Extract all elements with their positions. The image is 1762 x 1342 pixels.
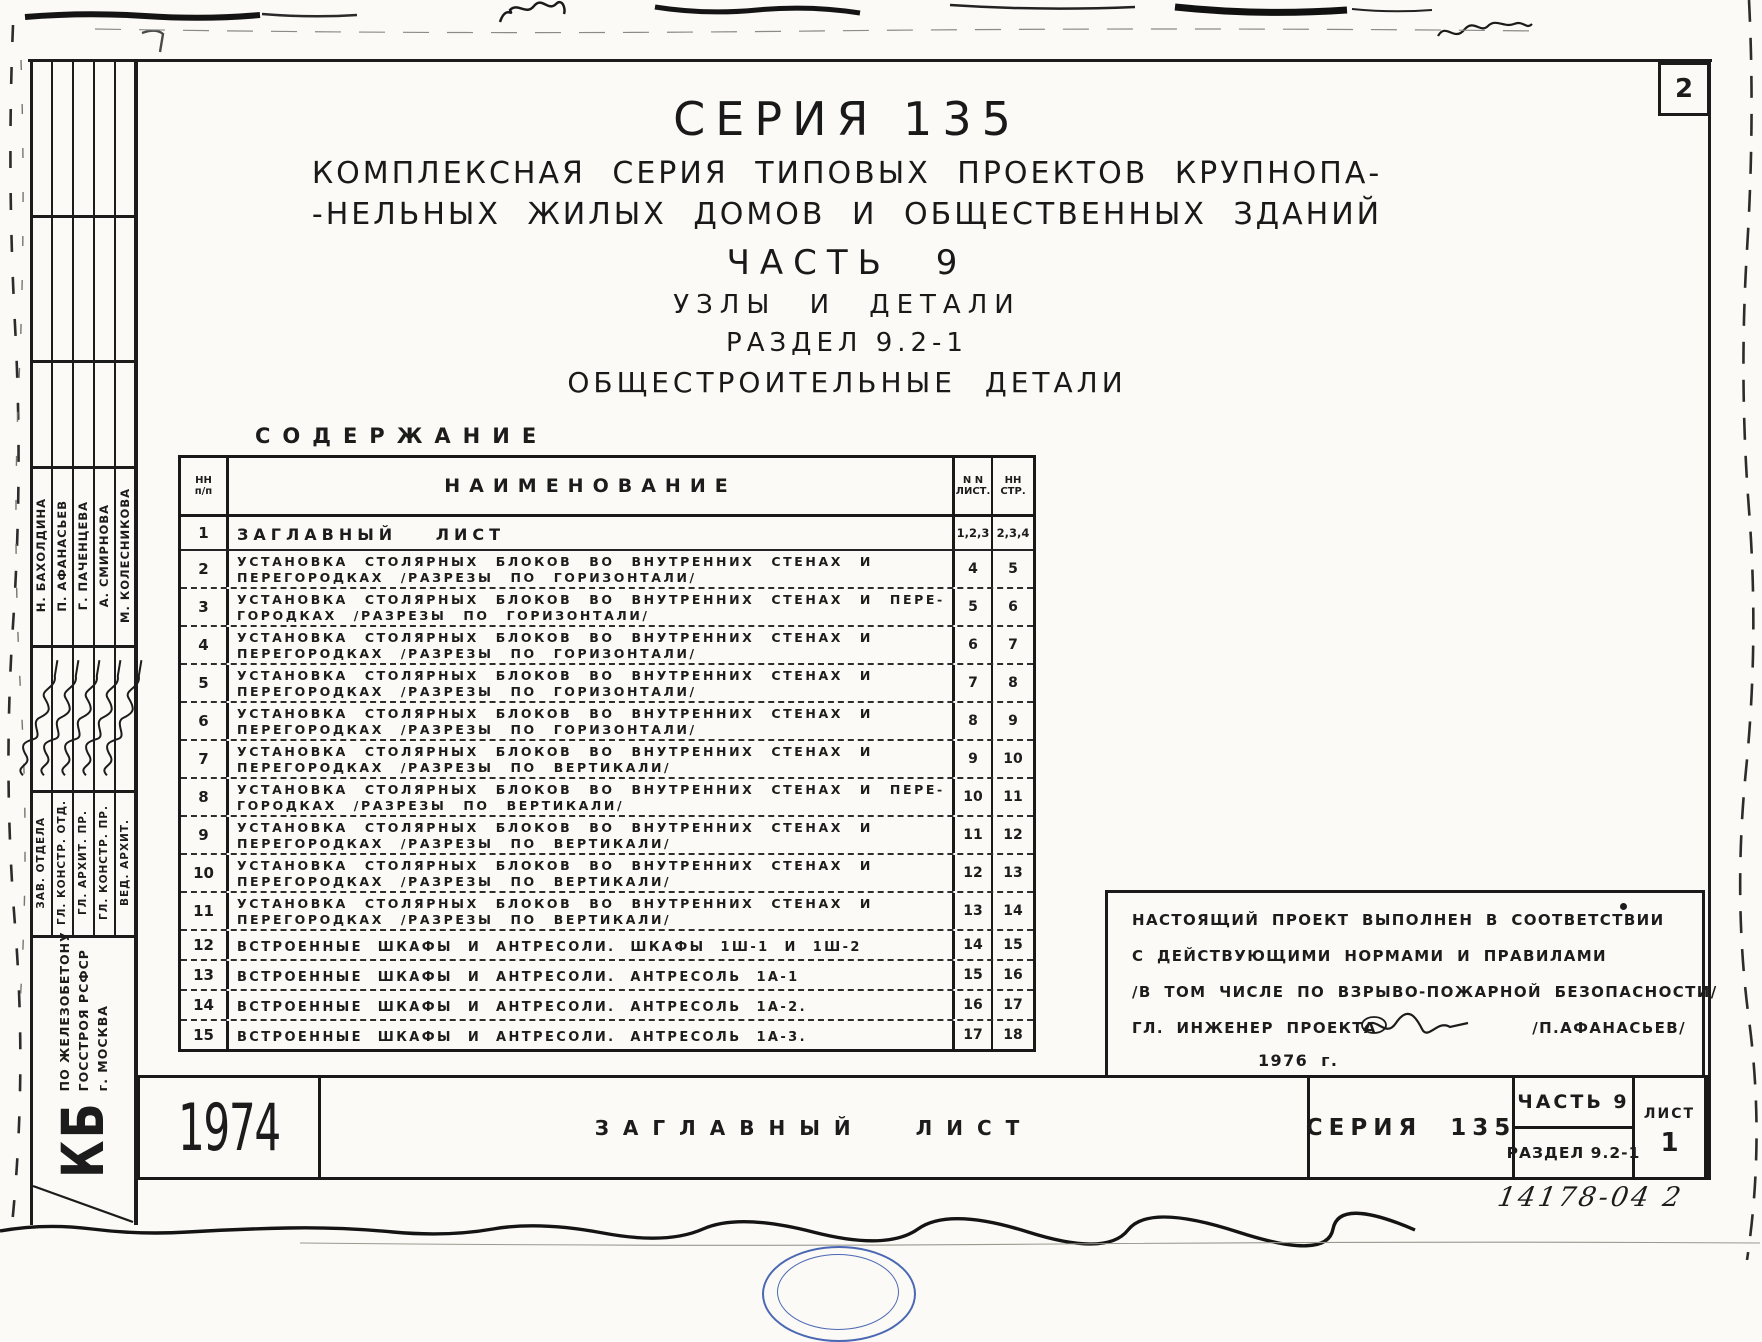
- row-page-numbers: 8: [1008, 675, 1018, 691]
- row-title-line1: УСТАНОВКА СТОЛЯРНЫХ БЛОКОВ ВО ВНУТРЕННИХ СТЕНАХ И: [237, 668, 873, 683]
- row-page-numbers: 7: [1008, 637, 1018, 653]
- row-number: 4: [181, 627, 229, 663]
- row-title-line2: ГОРОДКАХ /РАЗРЕЗЫ ПО ВЕРТИКАЛИ/: [237, 798, 625, 813]
- row-page-numbers: 10: [1003, 751, 1023, 767]
- sidebar-person-role: [94, 792, 114, 933]
- row-sheet-numbers: 13: [952, 893, 993, 929]
- row-title-line2: ГОРОДКАХ /РАЗРЕЗЫ ПО ГОРИЗОНТАЛИ/: [237, 608, 650, 623]
- section-title: РАЗДЕЛ 9.2-1: [726, 328, 968, 358]
- contents-row: [181, 891, 1033, 929]
- sidebar-person-role: [115, 792, 135, 933]
- row-title-line1: УСТАНОВКА СТОЛЯРНЫХ БЛОКОВ ВО ВНУТРЕННИХ СТЕНАХ И: [237, 896, 873, 911]
- row-title-line2: ПЕРЕГОРОДКАХ /РАЗРЕЗЫ ПО ВЕРТИКАЛИ/: [237, 836, 672, 851]
- column-header-sheet: N N ЛИСТ.: [952, 458, 993, 514]
- person-name-text: Г. ПАЧЕНЦЕВА: [76, 500, 90, 611]
- sidebar-person-name: [115, 468, 135, 643]
- frame-right-line: [1708, 59, 1711, 1180]
- person-name-text: А. СМИРНОВА: [97, 503, 111, 608]
- row-sheet-numbers: 6: [952, 627, 993, 663]
- row-sheet-numbers: 14: [952, 931, 993, 959]
- title-block-year-cell: [140, 1078, 321, 1177]
- contents-row: [181, 514, 1033, 549]
- contents-heading: СОДЕРЖАНИЕ: [255, 424, 549, 448]
- row-title-line1: УСТАНОВКА СТОЛЯРНЫХ БЛОКОВ ВО ВНУТРЕННИХ СТЕНАХ И: [237, 744, 873, 759]
- row-sheet-numbers: 15: [952, 961, 993, 989]
- person-role-text: ЗАВ. ОТДЕЛА: [35, 816, 47, 909]
- contents-row: [181, 853, 1033, 891]
- title-block-sheet-title: ЗАГЛАВНЫЙ ЛИСТ: [321, 1078, 1310, 1177]
- row-title: [229, 517, 952, 549]
- row-title-line1: ВСТРОЕННЫЕ ШКАФЫ И АНТРЕСОЛИ. ШКАФЫ 1Ш-1 И 1Ш-2: [237, 940, 862, 955]
- series-subtitle-line2: -НЕЛЬНЫХ ЖИЛЫХ ДОМОВ И ОБЩЕСТВЕННЫХ ЗДАНИЙ: [311, 197, 1383, 232]
- row-number: 3: [181, 589, 229, 625]
- section-subtitle: ОБЩЕСТРОИТЕЛЬНЫЕ ДЕТАЛИ: [567, 366, 1127, 399]
- row-page-numbers: 12: [1003, 827, 1023, 843]
- note-signature-label: ГЛ. ИНЖЕНЕР ПРОЕКТА: [1132, 1019, 1377, 1037]
- row-sheet-numbers: 17: [952, 1021, 993, 1049]
- row-title-line1: УСТАНОВКА СТОЛЯРНЫХ БЛОКОВ ВО ВНУТРЕННИХ СТЕНАХ И: [237, 706, 873, 721]
- series-title: СЕРИЯ 135: [673, 92, 1021, 146]
- part-subtitle: УЗЛЫ И ДЕТАЛИ: [673, 290, 1021, 320]
- sidebar-person-role: [73, 792, 93, 933]
- row-number: 6: [181, 703, 229, 739]
- row-sheet-numbers: 9: [952, 741, 993, 777]
- row-title-line1: ВСТРОЕННЫЕ ШКАФЫ И АНТРЕСОЛИ. АНТРЕСОЛЬ 1А-1: [237, 970, 800, 985]
- note-signature-name: /П.АФАНАСЬЕВ/: [1532, 1019, 1686, 1037]
- row-title-line2: ПЕРЕГОРОДКАХ /РАЗРЕЗЫ ПО ГОРИЗОНТАЛИ/: [237, 570, 697, 585]
- person-role-text: ГЛ. АРХИТ. ПР.: [77, 809, 89, 916]
- row-title-line1: УСТАНОВКА СТОЛЯРНЫХ БЛОКОВ ВО ВНУТРЕННИХ СТЕНАХ И: [237, 554, 873, 569]
- row-number: 5: [181, 665, 229, 701]
- contents-row: [181, 701, 1033, 739]
- compliance-note-box: [1105, 890, 1718, 1086]
- row-page-numbers: 13: [1003, 865, 1023, 881]
- person-role-text: ГЛ. КОНСТР. ПР.: [98, 804, 110, 921]
- corner-sheet-number-box: [1658, 62, 1710, 116]
- sheet-label: ЛИСТ: [1643, 1105, 1696, 1122]
- row-sheet-numbers: 8: [952, 703, 993, 739]
- row-page-numbers: 9: [1008, 713, 1018, 729]
- contents-row: [181, 663, 1033, 701]
- note-line2: С ДЕЙСТВУЮЩИМИ НОРМАМИ И ПРАВИЛАМИ: [1132, 947, 1607, 965]
- row-page-numbers: 16: [1003, 967, 1023, 983]
- sidebar-divider: [30, 360, 137, 363]
- row-number: 1: [181, 517, 229, 549]
- row-page-numbers: 18: [1003, 1027, 1023, 1043]
- row-title-line1: УСТАНОВКА СТОЛЯРНЫХ БЛОКОВ ВО ВНУТРЕННИХ СТЕНАХ И: [237, 630, 873, 645]
- row-page-numbers: 2,3,4: [996, 526, 1030, 540]
- row-title: [229, 991, 952, 1019]
- organization-block: [33, 931, 133, 1178]
- contents-row: [181, 815, 1033, 853]
- contents-row: [181, 929, 1033, 959]
- row-title-line2: ПЕРЕГОРОДКАХ /РАЗРЕЗЫ ПО ГОРИЗОНТАЛИ/: [237, 684, 697, 699]
- row-number: 9: [181, 817, 229, 853]
- row-title-line1: УСТАНОВКА СТОЛЯРНЫХ БЛОКОВ ВО ВНУТРЕННИХ СТЕНАХ И ПЕРЕ-: [237, 782, 945, 797]
- column-header-name: НАИМЕНОВАНИЕ: [444, 475, 737, 497]
- row-page-numbers: 11: [1003, 789, 1023, 805]
- row-title: [229, 855, 952, 891]
- row-title-line2: ПЕРЕГОРОДКАХ /РАЗРЕЗЫ ПО ГОРИЗОНТАЛИ/: [237, 722, 697, 737]
- row-title-line1: УСТАНОВКА СТОЛЯРНЫХ БЛОКОВ ВО ВНУТРЕННИХ СТЕНАХ И: [237, 858, 873, 873]
- row-title-line2: ПЕРЕГОРОДКАХ /РАЗРЕЗЫ ПО ВЕРТИКАЛИ/: [237, 912, 672, 927]
- row-title: [229, 741, 952, 777]
- row-title: [229, 703, 952, 739]
- row-sheet-numbers: 5: [952, 589, 993, 625]
- contents-row: [181, 1019, 1033, 1049]
- contents-row: [181, 549, 1033, 587]
- row-title: [229, 961, 952, 989]
- person-name-text: П. АФАНАСЬЕВ: [55, 499, 69, 612]
- row-title-line2: ПЕРЕГОРОДКАХ /РАЗРЕЗЫ ПО ГОРИЗОНТАЛИ/: [237, 646, 697, 661]
- row-title-line1: ВСТРОЕННЫЕ ШКАФЫ И АНТРЕСОЛИ. АНТРЕСОЛЬ 1А-2.: [237, 1000, 807, 1015]
- sidebar-signature: [115, 647, 135, 787]
- title-block-series: СЕРИЯ 135: [1310, 1078, 1515, 1177]
- row-title: [229, 551, 952, 587]
- organization-line: ПО ЖЕЛЕЗОБЕТОНУ: [56, 931, 72, 1092]
- row-title: [229, 1021, 952, 1049]
- row-number: 2: [181, 551, 229, 587]
- sidebar-person-role: [31, 792, 51, 933]
- ink-dot: [1620, 903, 1627, 910]
- organization-abbr: КБ: [49, 1101, 117, 1178]
- part-title: ЧАСТЬ 9: [726, 243, 968, 283]
- row-page-numbers: 5: [1008, 561, 1018, 577]
- sheet-number: 1: [1660, 1127, 1679, 1158]
- row-title-line2: ПЕРЕГОРОДКАХ /РАЗРЕЗЫ ПО ВЕРТИКАЛИ/: [237, 874, 672, 889]
- sidebar-divider: [30, 215, 137, 218]
- contents-row: [181, 625, 1033, 663]
- title-block: [137, 1075, 1710, 1180]
- handwritten-doc-number: 14178-04 2: [1495, 1182, 1686, 1213]
- row-page-numbers: 15: [1003, 937, 1023, 953]
- title-block-sheet-cell: [1635, 1078, 1707, 1177]
- person-role-text: ВЕД. АРХИТ.: [119, 818, 131, 907]
- note-line1: НАСТОЯЩИЙ ПРОЕКТ ВЫПОЛНЕН В СООТВЕТСТВИИ: [1132, 911, 1665, 929]
- row-sheet-numbers: 16: [952, 991, 993, 1019]
- row-title: [229, 931, 952, 959]
- contents-row: [181, 959, 1033, 989]
- row-sheet-numbers: 1,2,3: [952, 517, 993, 549]
- organization-line: г. МОСКВА: [94, 1005, 110, 1092]
- title-block-year: 1974: [178, 1089, 280, 1166]
- contents-table: [178, 455, 1036, 1052]
- row-title: [229, 817, 952, 853]
- row-number: 8: [181, 779, 229, 815]
- row-number: 12: [181, 931, 229, 959]
- row-title: [229, 893, 952, 929]
- row-number: 13: [181, 961, 229, 989]
- row-number: 10: [181, 855, 229, 891]
- contents-row: [181, 777, 1033, 815]
- organization-line: ГОССТРОЯ РСФСР: [75, 949, 91, 1092]
- row-page-numbers: 14: [1003, 903, 1023, 919]
- sidebar-person-name: [52, 468, 72, 643]
- row-sheet-numbers: 4: [952, 551, 993, 587]
- row-sheet-numbers: 11: [952, 817, 993, 853]
- row-sheet-numbers: 12: [952, 855, 993, 891]
- contents-row: [181, 989, 1033, 1019]
- title-block-section: РАЗДЕЛ 9.2-1: [1506, 1144, 1641, 1162]
- sidebar-person-name: [94, 468, 114, 643]
- sidebar-person-role: [52, 792, 72, 933]
- contents-row: [181, 739, 1033, 777]
- round-stamp-inner-ring: [777, 1254, 899, 1330]
- row-title: [229, 627, 952, 663]
- row-title-line1: ЗАГЛАВНЫЙ ЛИСТ: [237, 525, 506, 544]
- row-title: [229, 589, 952, 625]
- row-title-line2: ПЕРЕГОРОДКАХ /РАЗРЕЗЫ ПО ВЕРТИКАЛИ/: [237, 760, 672, 775]
- row-title: [229, 665, 952, 701]
- frame-top-line: [28, 59, 1712, 62]
- contents-table-header: [181, 458, 1033, 514]
- column-header-page: НН СТР.: [1000, 475, 1026, 497]
- row-number: 14: [181, 991, 229, 1019]
- person-name-text: Н. БАХОЛДИНА: [34, 498, 48, 613]
- row-page-numbers: 6: [1008, 599, 1018, 615]
- row-number: 11: [181, 893, 229, 929]
- note-line3: /В ТОМ ЧИСЛЕ ПО ВЗРЫВО-ПОЖАРНОЙ БЕЗОПАСНОСТИ/: [1132, 983, 1718, 1001]
- row-page-numbers: 17: [1003, 997, 1023, 1013]
- note-year: 1976 г.: [1258, 1051, 1339, 1070]
- sidebar-person-name: [73, 468, 93, 643]
- row-number: 15: [181, 1021, 229, 1049]
- row-title-line1: ВСТРОЕННЫЕ ШКАФЫ И АНТРЕСОЛИ. АНТРЕСОЛЬ 1А-3.: [237, 1030, 807, 1045]
- title-block-part-cell: [1506, 1078, 1641, 1177]
- sidebar-person-name: [31, 468, 51, 643]
- row-number: 7: [181, 741, 229, 777]
- row-sheet-numbers: 10: [952, 779, 993, 815]
- series-subtitle-line1: КОМПЛЕКСНАЯ СЕРИЯ ТИПОВЫХ ПРОЕКТОВ КРУПНОПА-: [311, 156, 1383, 191]
- person-role-text: ГЛ. КОНСТР. ОТД.: [56, 800, 68, 925]
- row-title-line1: УСТАНОВКА СТОЛЯРНЫХ БЛОКОВ ВО ВНУТРЕННИХ СТЕНАХ И ПЕРЕ-: [237, 592, 945, 607]
- row-title: [229, 779, 952, 815]
- contents-row: [181, 587, 1033, 625]
- row-sheet-numbers: 7: [952, 665, 993, 701]
- person-name-text: М. КОЛЕСНИКОВА: [118, 488, 132, 623]
- row-title-line1: УСТАНОВКА СТОЛЯРНЫХ БЛОКОВ ВО ВНУТРЕННИХ СТЕНАХ И: [237, 820, 873, 835]
- column-header-num: НН п/п: [181, 458, 229, 514]
- corner-sheet-number: 2: [1674, 74, 1694, 104]
- title-block-part: ЧАСТЬ 9: [1515, 1078, 1632, 1129]
- chief-engineer-signature: [1356, 1005, 1476, 1045]
